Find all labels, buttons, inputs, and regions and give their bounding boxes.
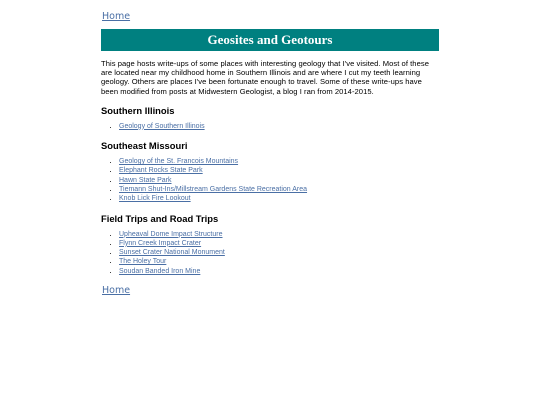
section-heading-southern-illinois: Southern Illinois xyxy=(101,104,175,116)
list-item xyxy=(119,122,439,131)
link-elephant-rocks[interactable]: Elephant Rocks State Park xyxy=(119,167,203,175)
list-item xyxy=(119,157,439,166)
list-item xyxy=(119,257,439,266)
link-st-francois-mountains[interactable]: Geology of the St. Francois Mountains xyxy=(119,158,239,166)
list-item xyxy=(119,194,439,203)
link-geology-of-southern-illinois[interactable]: Geology of Southern Illinois xyxy=(119,122,205,130)
section-heading-field-trips: Field Trips and Road Trips xyxy=(101,212,219,224)
intro-paragraph: This page hosts write-ups of some places with interesting geology that I've visited. Most of these are located near my childhood home in Southern Illinois and are where I cut my teeth learning geology. Others are places I've been fortunate enough to travel. Some of these write-ups have been modified from posts at Midwestern Geologist, a blog I ran from 2014-2015. xyxy=(101,59,429,96)
home-link-bottom[interactable]: Home xyxy=(102,285,131,297)
list-item xyxy=(119,239,439,248)
list-item xyxy=(119,185,439,194)
section-list-southeast-missouri xyxy=(101,157,439,203)
link-knob-lick-fire-lookout[interactable]: Knob Lick Fire Lookout xyxy=(119,195,191,203)
link-flynn-creek[interactable]: Flynn Creek Impact Crater xyxy=(119,239,202,247)
section-heading-southeast-missouri: Southeast Missouri xyxy=(101,140,188,152)
section-list-southern-illinois xyxy=(101,122,439,131)
home-link-top[interactable]: Home xyxy=(102,11,131,22)
page-content xyxy=(101,0,439,298)
list-item xyxy=(119,176,439,185)
link-holey-tour[interactable]: The Holey Tour xyxy=(119,258,167,266)
list-item xyxy=(119,166,439,175)
link-upheaval-dome[interactable]: Upheaval Dome Impact Structure xyxy=(119,230,223,238)
link-hawn-state-park[interactable]: Hawn State Park xyxy=(119,176,172,184)
list-item xyxy=(119,230,439,239)
section-list-field-trips xyxy=(101,230,439,276)
list-item xyxy=(119,248,439,257)
link-soudan-mine[interactable]: Soudan Banded Iron Mine xyxy=(119,267,201,275)
link-sunset-crater[interactable]: Sunset Crater National Monument xyxy=(119,249,225,257)
page-title-banner: Geosites and Geotours xyxy=(101,29,439,51)
list-item xyxy=(119,267,439,276)
link-tiemann-shut-ins[interactable]: Tiemann Shut-Ins/Millstream Gardens State Recreation Area xyxy=(119,186,308,193)
